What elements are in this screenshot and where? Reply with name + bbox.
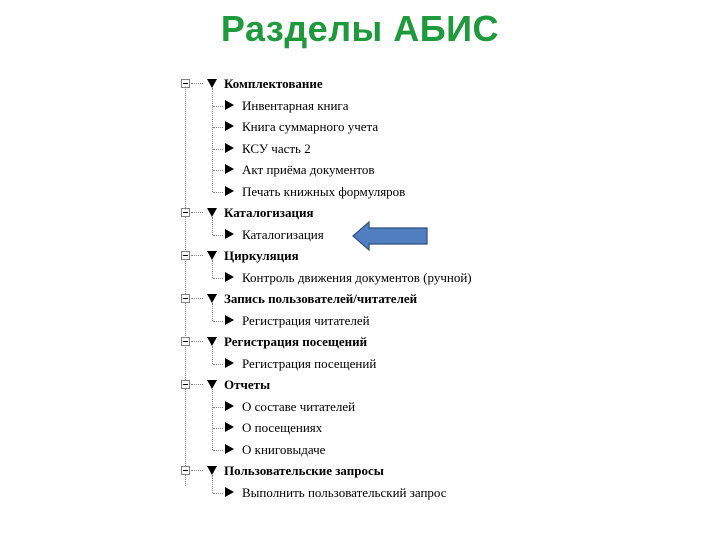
tree-item-label: Печать книжных формуляров xyxy=(242,183,406,199)
tree-item-label: КСУ часть 2 xyxy=(242,140,311,156)
tree-item-label: Книга суммарного учета xyxy=(242,119,379,134)
collapse-minus-icon[interactable] xyxy=(181,380,190,389)
tree-item-label: О книговыдаче xyxy=(242,441,326,457)
tree-item[interactable] xyxy=(178,419,538,437)
tree-category-label: Регистрация посещений xyxy=(224,334,368,349)
tree-item-label: Регистрация посещений xyxy=(242,355,377,371)
tree-category[interactable] xyxy=(178,290,538,308)
tree-item-label: Инвентарная книга xyxy=(242,97,349,113)
tree-connector-line xyxy=(213,364,223,365)
tree-item-label: О составе читателей xyxy=(242,398,356,414)
tree-item-label: Контроль движения документов (ручной) xyxy=(242,269,472,285)
tree-connector-line xyxy=(213,407,223,408)
triangle-down-icon[interactable] xyxy=(207,251,217,260)
triangle-right-icon xyxy=(225,164,234,174)
tree-connector-line xyxy=(213,450,223,451)
tree-category[interactable] xyxy=(178,462,538,480)
tree-item-label: Каталогизация xyxy=(242,226,324,242)
triangle-right-icon xyxy=(225,358,234,368)
tree-item[interactable] xyxy=(178,269,538,287)
tree-connector-line xyxy=(213,127,223,128)
tree-item[interactable] xyxy=(178,140,538,158)
tree-connector-line xyxy=(213,321,223,322)
triangle-down-icon[interactable] xyxy=(207,337,217,346)
collapse-minus-icon[interactable] xyxy=(181,337,190,346)
tree-item[interactable] xyxy=(178,398,538,416)
tree-connector-line xyxy=(213,278,223,279)
sections-tree xyxy=(178,70,538,514)
tree-item-label: О посещениях xyxy=(242,420,323,435)
tree-item[interactable] xyxy=(178,161,538,179)
triangle-right-icon xyxy=(225,422,234,432)
triangle-right-icon xyxy=(225,186,234,196)
tree-item-label: Акт приёма документов xyxy=(242,162,375,177)
tree-category-label: Каталогизация xyxy=(224,205,314,220)
triangle-down-icon[interactable] xyxy=(207,466,217,475)
triangle-down-icon[interactable] xyxy=(207,294,217,303)
tree-connector-line xyxy=(191,384,203,385)
tree-category[interactable] xyxy=(178,75,538,93)
tree-connector-line xyxy=(213,235,223,236)
blue-arrow-left-icon xyxy=(352,221,428,251)
triangle-right-icon xyxy=(225,272,234,282)
collapse-minus-icon[interactable] xyxy=(181,294,190,303)
collapse-minus-icon[interactable] xyxy=(181,466,190,475)
slide-title: Разделы АБИС xyxy=(220,8,500,49)
tree-item[interactable] xyxy=(178,183,538,201)
collapse-minus-icon[interactable] xyxy=(181,208,190,217)
tree-connector-line xyxy=(191,298,203,299)
tree-connector-line xyxy=(213,428,223,429)
triangle-right-icon xyxy=(225,444,234,454)
triangle-right-icon xyxy=(225,143,234,153)
tree-item[interactable] xyxy=(178,441,538,459)
tree-connector-line xyxy=(213,149,223,150)
triangle-down-icon[interactable] xyxy=(207,380,217,389)
tree-connector-line xyxy=(191,83,203,84)
tree-category-label: Комплектование xyxy=(224,76,323,91)
tree-item[interactable] xyxy=(178,312,538,330)
triangle-down-icon[interactable] xyxy=(207,208,217,217)
triangle-right-icon xyxy=(225,315,234,325)
tree-connector-line xyxy=(213,106,223,107)
tree-connector-line xyxy=(213,192,223,193)
tree-connector-line xyxy=(191,341,203,342)
triangle-right-icon xyxy=(225,487,234,497)
tree-item[interactable] xyxy=(178,118,538,136)
tree-category-label: Циркуляция xyxy=(224,248,299,263)
tree-connector-line xyxy=(191,470,203,471)
triangle-down-icon[interactable] xyxy=(207,79,217,88)
collapse-minus-icon[interactable] xyxy=(181,79,190,88)
tree-connector-line xyxy=(213,170,223,171)
tree-item[interactable] xyxy=(178,355,538,373)
tree-item-label: Выполнить пользовательский запрос xyxy=(242,484,447,500)
tree-category[interactable] xyxy=(178,376,538,394)
triangle-right-icon xyxy=(225,229,234,239)
tree-connector-line xyxy=(213,493,223,494)
tree-category[interactable] xyxy=(178,204,538,222)
tree-item[interactable] xyxy=(178,484,538,502)
triangle-right-icon xyxy=(225,401,234,411)
tree-category-label: Запись пользователей/читателей xyxy=(224,291,418,306)
tree-category-label: Пользовательские запросы xyxy=(224,463,384,478)
tree-item-label: Регистрация читателей xyxy=(242,312,370,328)
triangle-right-icon xyxy=(225,121,234,131)
tree-item[interactable] xyxy=(178,97,538,115)
tree-category[interactable] xyxy=(178,333,538,351)
tree-connector-line xyxy=(191,255,203,256)
tree-connector-line xyxy=(191,212,203,213)
tree-category-label: Отчеты xyxy=(224,377,271,392)
collapse-minus-icon[interactable] xyxy=(181,251,190,260)
triangle-right-icon xyxy=(225,100,234,110)
